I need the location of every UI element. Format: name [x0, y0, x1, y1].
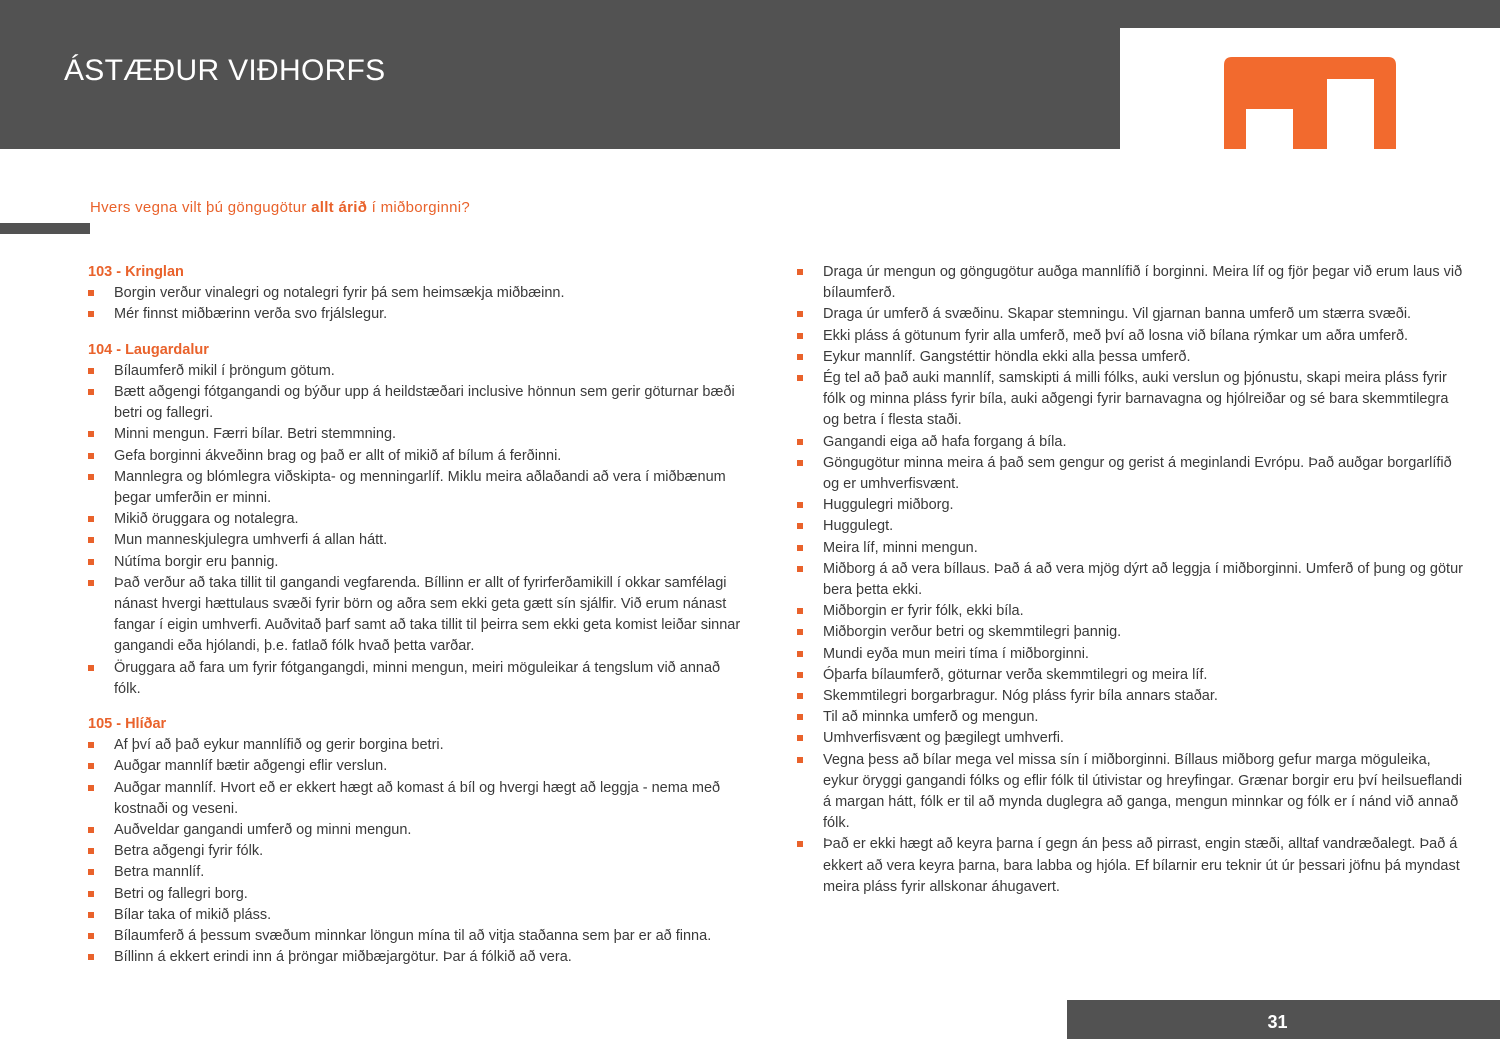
section-heading: 104 - Laugardalur	[88, 341, 209, 358]
list-item: Mun manneskjulegra umhverfi á allan hátt.	[88, 530, 750, 551]
question-emphasis: allt árið	[311, 199, 368, 216]
page-number-wrap	[1067, 1012, 1500, 1033]
section-heading: 105 - Hlíðar	[88, 716, 167, 733]
list-item: Öruggara að fara um fyrir fótgangangdi, minni mengun, meiri möguleikar á tengslum við annað fólk.	[88, 658, 750, 700]
question-prefix: Hvers vegna vilt þú göngugötur	[90, 199, 312, 216]
list-item: Betra mannlíf.	[88, 862, 750, 883]
list-item: Það verður að taka tillit til gangandi vegfarenda. Bíllinn er allt of fyrirferðamikill í okkar samfélagi nánast hvergi hættulaus svæði fyrir börn og aðra sem ekki geta gætt sín sjálfir. Við erum nánast fangar í eigin umhverfi. Auðvitað þarf samt að taka tillit til þeirra sem ekki geta komist leiðar sinnar gangandi eða hjólandi, þ.e. fatlað fólk hvað þetta varðar.	[88, 573, 750, 658]
question-suffix: í miðborginni?	[367, 199, 471, 216]
response-list	[88, 361, 750, 700]
section-103	[88, 262, 750, 326]
list-item: Auðgar mannlíf. Hvort eð er ekkert hægt að komast á bíl og hvergi hægt að leggja - nema með kostnaði og veseni.	[88, 778, 750, 820]
response-list	[88, 283, 750, 325]
list-item: Það er ekki hægt að keyra þarna í gegn án þess að pirrast, engin stæði, alltaf vandræðalegt. Það á ekkert að vera keyra þarna, bara labba og hjóla. Ef bílarnir eru teknir út úr þessari jöfnu þá myndast meira pláss fyrir allskonar áhugavert.	[797, 834, 1463, 898]
list-item: Bílaumferð á þessum svæðum minnkar löngun mína til að vitja staðanna sem þar er að finna.	[88, 926, 750, 947]
list-item: Til að minnka umferð og mengun.	[797, 707, 1463, 728]
list-item: Miðborgin verður betri og skemmtilegri þannig.	[797, 622, 1463, 643]
header-bar	[0, 0, 1500, 149]
list-item: Mundi eyða mun meiri tíma í miðborginni.	[797, 644, 1463, 665]
list-item: Mannlegra og blómlegra viðskipta- og menningarlíf. Miklu meira aðlaðandi að vera í miðbænum þegar umferðin er minni.	[88, 467, 750, 509]
list-item: Miðborg á að vera bíllaus. Það á að vera mjög dýrt að leggja í miðborginni. Umferð of þung og götur bera þetta ekki.	[797, 559, 1463, 601]
section-105	[88, 714, 750, 968]
right-column	[797, 262, 1463, 898]
list-item: Betri og fallegri borg.	[88, 884, 750, 905]
page-number: 31	[1267, 1012, 1288, 1032]
response-list	[797, 262, 1463, 898]
list-item: Skemmtilegri borgarbragur. Nóg pláss fyrir bíla annars staðar.	[797, 686, 1463, 707]
list-item: Bílar taka of mikið pláss.	[88, 905, 750, 926]
list-item: Draga úr mengun og göngugötur auðga mannlífið í borginni. Meira líf og fjör þegar við erum laus við bílaumferð.	[797, 262, 1463, 304]
list-item: Gangandi eiga að hafa forgang á bíla.	[797, 432, 1463, 453]
section-104	[88, 340, 750, 700]
list-item: Ég tel að það auki mannlíf, samskipti á milli fólks, auki verslun og þjónustu, skapi meira pláss fyrir fólk og minna pláss fyrir bíla, auki aðgengi fyrir barnavagna og hjólreiðar og sé bara skemmtilegra og betra í flesta staði.	[797, 368, 1463, 432]
page-number-tab	[1067, 1000, 1500, 1039]
list-item: Huggulegri miðborg.	[797, 495, 1463, 516]
brand-logo	[1224, 57, 1396, 149]
list-item: Af því að það eykur mannlífið og gerir borgina betri.	[88, 735, 750, 756]
accent-bar	[0, 223, 90, 234]
list-item: Umhverfisvænt og þægilegt umhverfi.	[797, 728, 1463, 749]
list-item: Miðborgin er fyrir fólk, ekki bíla.	[797, 601, 1463, 622]
list-item: Minni mengun. Færri bílar. Betri stemmning.	[88, 424, 750, 445]
response-list	[88, 735, 750, 968]
list-item: Meira líf, minni mengun.	[797, 538, 1463, 559]
list-item: Göngugötur minna meira á það sem gengur og gerist á meginlandi Evrópu. Það auðgar borgarlífið og er umhverfisvænt.	[797, 453, 1463, 495]
page-title: ÁSTÆÐUR VIÐHORFS	[64, 54, 386, 87]
list-item: Huggulegt.	[797, 516, 1463, 537]
list-item: Draga úr umferð á svæðinu. Skapar stemningu. Vil gjarnan banna umferð um stærra svæði.	[797, 304, 1463, 325]
left-column	[88, 262, 750, 983]
list-item: Mikið öruggara og notalegra.	[88, 509, 750, 530]
list-item: Óþarfa bílaumferð, göturnar verða skemmtilegri og meira líf.	[797, 665, 1463, 686]
list-item: Gefa borginni ákveðinn brag og það er allt of mikið af bílum á ferðinni.	[88, 446, 750, 467]
list-item: Eykur mannlíf. Gangstéttir höndla ekki alla þessa umferð.	[797, 347, 1463, 368]
logo-area	[1120, 28, 1500, 149]
list-item: Nútíma borgir eru þannig.	[88, 552, 750, 573]
list-item: Mér finnst miðbærinn verða svo frjálslegur.	[88, 304, 750, 325]
survey-question	[90, 199, 470, 216]
list-item: Ekki pláss á götunum fyrir alla umferð, með því að losna við bílana rýmkar um aðra umferð.	[797, 326, 1463, 347]
logo-shape	[1224, 57, 1396, 149]
list-item: Bíllinn á ekkert erindi inn á þröngar miðbæjargötur. Þar á fólkið að vera.	[88, 947, 750, 968]
list-item: Bætt aðgengi fótgangandi og býður upp á heildstæðari inclusive hönnun sem gerir göturnar bæði betri og fallegri.	[88, 382, 750, 424]
list-item: Auðgar mannlíf bætir aðgengi eflir verslun.	[88, 756, 750, 777]
list-item: Vegna þess að bílar mega vel missa sín í miðborginni. Bíllaus miðborg gefur marga möguleika, eykur öryggi gangandi fólks og eflir fólk til útivistar og hreyfingar. Grænar borgir eru því heilsueflandi á margan hátt, fólk er til að mynda duglegra að ganga, mengun minnkar og fólk er í nánd við annað fólk.	[797, 750, 1463, 835]
section-heading: 103 - Kringlan	[88, 264, 184, 280]
list-item: Auðveldar gangandi umferð og minni mengun.	[88, 820, 750, 841]
list-item: Betra aðgengi fyrir fólk.	[88, 841, 750, 862]
list-item: Bílaumferð mikil í þröngum götum.	[88, 361, 750, 382]
list-item: Borgin verður vinalegri og notalegri fyrir þá sem heimsækja miðbæinn.	[88, 283, 750, 304]
